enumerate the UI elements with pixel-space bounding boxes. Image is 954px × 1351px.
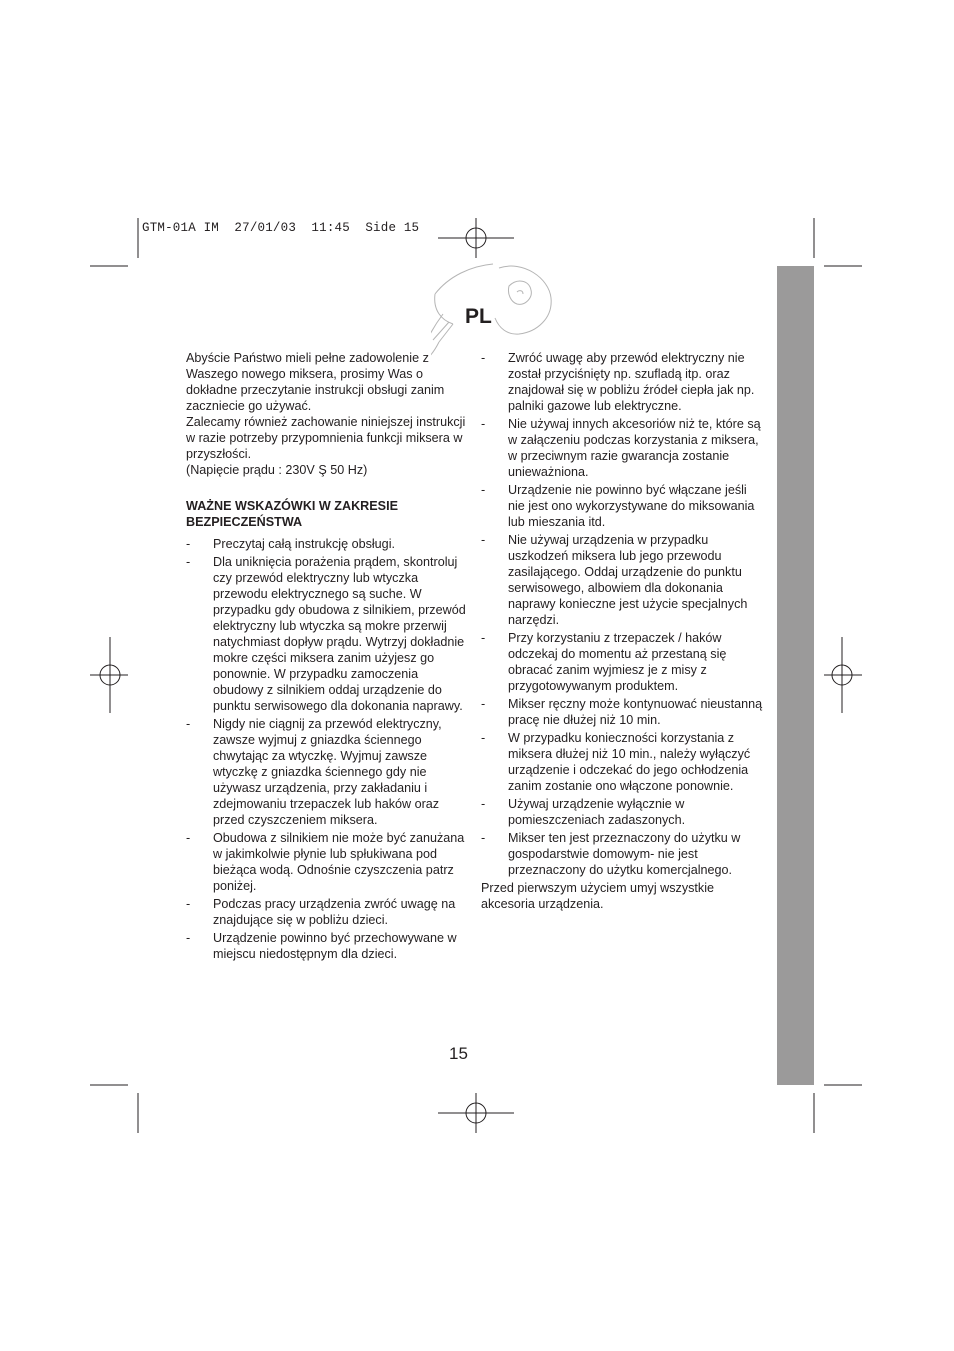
list-item: - Mikser ręczny może kontynuować nieustanną pracę nie dłużej niż 10 min. — [481, 696, 763, 728]
registration-mark-icon — [438, 218, 514, 258]
list-item: - Używaj urządzenie wyłącznie w pomieszczeniach zadaszonych. — [481, 796, 763, 828]
list-item: - Przy korzystaniu z trzepaczek / haków odczekaj do momentu aż przestaną się obracać zanim wyjmiesz je z misy z przygotowywanym produktem. — [481, 630, 763, 694]
intro-paragraph: Zalecamy również zachowanie niniejszej instrukcji w razie potrzeby przypomnienia funkcji miksera w przyszłości. — [186, 415, 466, 461]
side-tab-bar — [777, 266, 814, 1085]
right-column — [481, 350, 763, 912]
registration-mark-icon — [438, 1093, 514, 1133]
section-heading: WAŻNE WSKAZÓWKI W ZAKRESIE BEZPIECZEŃSTWA — [186, 499, 398, 529]
list-item: - W przypadku konieczności korzystania z miksera dłużej niż 10 min., należy wyłączyć urządzenie i odczekać do jego ochłodzenia zanim zostanie ono włączone ponownie. — [481, 730, 763, 794]
list-item: - Nie używaj innych akcesoriów niż te, które są w załączeniu podczas korzystania z miksera, w przeciwnym razie gwarancja zostanie unieważniona. — [481, 416, 763, 480]
list-item: - Dla uniknięcia porażenia prądem, skontroluj czy przewód elektryczny lub wtyczka przewodu elektrycznego są suche. W przypadku gdy obudowa z silnikiem, przewód elektryczny lub wtyczka są mokre przerwij natychmiast dopływ prądu. Wytrzyj dokładnie mokre części miksera zanim użyjesz go ponownie. W przypadku zamoczenia obudowy z silnikiem oddaj urządzenie do punktu serwisowego dla dokonania naprawy. — [186, 554, 468, 714]
list-item: - Nie używaj urządzenia w przypadku uszkodzeń miksera lub jego przewodu zasilającego. Oddaj urządzenie do punktu serwisowego, albowiem dla dokonania naprawy konieczne jest użycie specjalnych narzędzi. — [481, 532, 763, 628]
registration-mark-icon — [824, 637, 862, 713]
voltage-note: (Napięcie prądu : 230V Ş 50 Hz) — [186, 463, 368, 477]
list-item: - Mikser ten jest przeznaczony do użytku w gospodarstwie domowym- nie jest przeznaczony do użytku komercjalnego. — [481, 830, 763, 878]
list-item: - Zwróć uwagę aby przewód elektryczny nie został przyciśnięty np. szufladą itp. oraz znajdował się w pobliżu źródeł ciepła jak np. palniki gazowe lub elektryczne. — [481, 350, 763, 414]
list-item: - Preczytaj całą instrukcję obsługi. — [186, 536, 468, 552]
language-code: PL — [465, 305, 492, 328]
page-number: 15 — [449, 1044, 468, 1063]
list-item: - Urządzenie powinno być przechowywane w miejscu niedostępnym dla dzieci. — [186, 930, 468, 962]
closing-paragraph: Przed pierwszym użyciem umyj wszystkie akcesoria urządzenia. — [481, 881, 715, 911]
left-column — [186, 350, 468, 964]
registration-mark-icon — [90, 637, 128, 713]
safety-list — [186, 536, 468, 962]
printer-slug: GTM-01A IM 27/01/03 11:45 Side 15 — [142, 221, 420, 235]
list-item: - Urządzenie nie powinno być włączane jeśli nie jest ono wykorzystywane do miksowania lub mieszania itd. — [481, 482, 763, 530]
safety-list-continued — [481, 350, 763, 878]
list-item: - Podczas pracy urządzenia zwróć uwagę na znajdujące się w pobliżu dzieci. — [186, 896, 468, 928]
intro-paragraph: Abyście Państwo mieli pełne zadowolenie z Waszego nowego miksera, prosimy Was o dokładne przeczytanie instrukcji obsługi zanim zaczniecie go używać. — [186, 351, 445, 413]
list-item: - Nigdy nie ciągnij za przewód elektryczny, zawsze wyjmuj z gniazdka ściennego chwytając za wtyczkę. Wyjmuj zawsze wtyczkę z gniazdka ściennego gdy nie używasz urządzenia, przy zakładaniu i zdejmowaniu trzepaczek lub haków oraz przed czyszczeniem miksera. — [186, 716, 468, 828]
list-item: - Obudowa z silnikiem nie może być zanużana w jakimkolwie płynie lub spłukiwana pod bieżąca wodą. Odnośnie czyszczenia patrz poniżej. — [186, 830, 468, 894]
